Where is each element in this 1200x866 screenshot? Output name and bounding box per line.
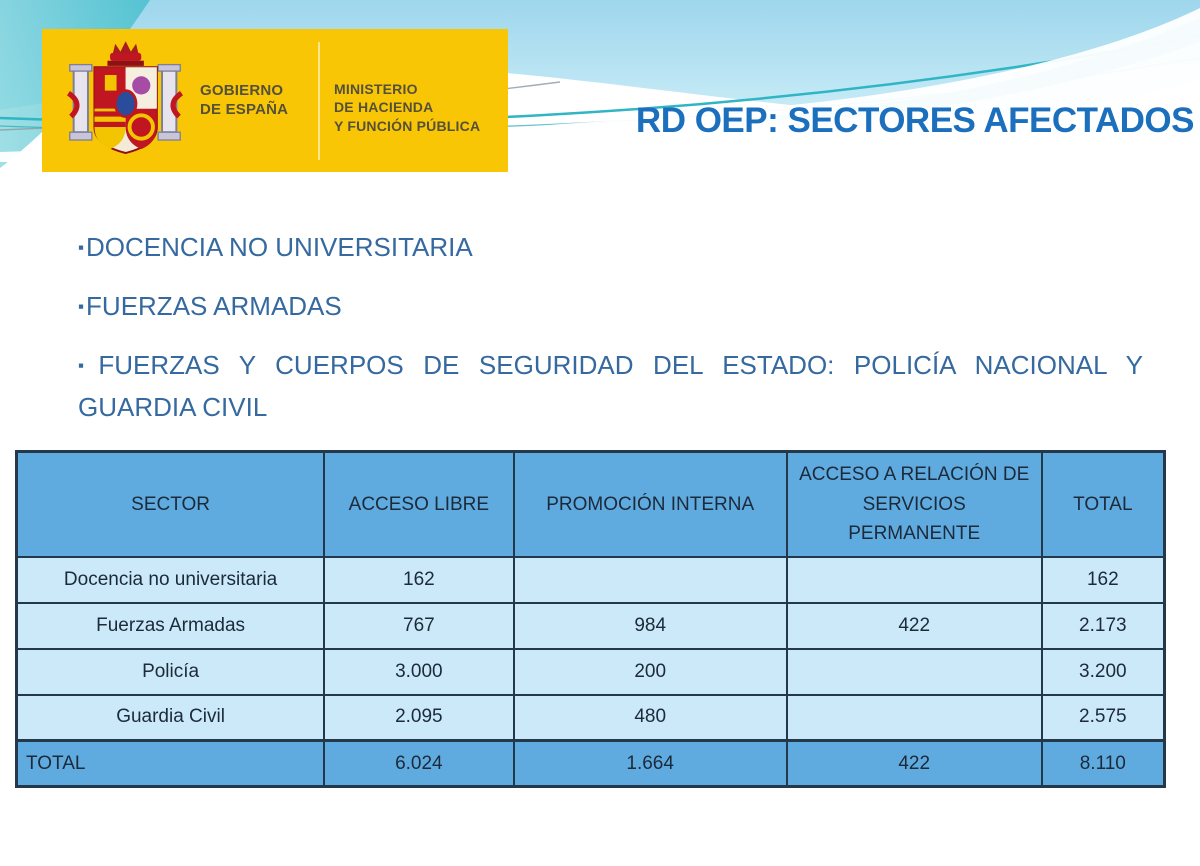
cell-promocion-interna [514,557,787,603]
bullet-square-icon: ▪ [78,238,85,257]
sectors-table [15,450,1166,788]
logo-ministry-line2: DE HACIENDA [334,99,434,116]
bullet-item-docencia [78,226,1143,268]
table-row [17,557,1165,603]
table-row [17,603,1165,649]
cell-total: 3.200 [1042,649,1165,695]
cell-total: 2.575 [1042,695,1165,741]
header-sector: SECTOR [17,452,325,557]
bullet-label: FUERZAS ARMADAS [86,291,342,322]
header-promocion-interna: PROMOCIÓN INTERNA [514,452,787,557]
cell-acceso-relacion [787,649,1042,695]
table-total-row [17,741,1165,787]
bullet-square-icon: ▪ [78,297,85,317]
bullet-list [78,226,1143,445]
cell-acceso-relacion [787,557,1042,603]
logo-government-line1: GOBIERNO [200,81,284,99]
cell-promocion-interna: 480 [514,695,787,741]
logo-government-name [200,82,308,120]
cell-total-acceso-relacion: 422 [787,741,1042,787]
logo-ministry-line3: Y FUNCIÓN PÚBLICA [334,117,481,134]
header-acceso-relacion: ACCESO A RELACIÓN DE SERVICIOS PERMANENTE [787,452,1042,557]
logo-ministry-line1: MINISTERIO [334,81,418,98]
table-header-row [17,452,1165,557]
bullet-square-icon: ▪ [78,356,97,376]
cell-acceso-relacion: 422 [787,603,1042,649]
cell-acceso-libre: 162 [324,557,513,603]
cell-promocion-interna: 984 [514,603,787,649]
logo-ministry-name [334,66,480,135]
header-acceso-libre: ACCESO LIBRE [324,452,513,557]
spain-coat-of-arms-icon [50,36,200,166]
cell-total: 2.173 [1042,603,1165,649]
logo-government-line2: DE ESPAÑA [200,100,289,118]
bullet-item-fuerzas-armadas [78,285,1143,327]
page-title: RD OEP: SECTORES AFECTADOS [635,101,1194,140]
cell-total-total: 8.110 [1042,741,1165,787]
cell-total-promocion-interna: 1.664 [514,741,787,787]
table-row [17,649,1165,695]
cell-total: 162 [1042,557,1165,603]
cell-sector: Docencia no universitaria [17,557,325,603]
bullet-item-seguridad [78,344,1143,428]
header-total: TOTAL [1042,452,1165,557]
cell-acceso-libre: 767 [324,603,513,649]
cell-promocion-interna: 200 [514,649,787,695]
cell-total-acceso-libre: 6.024 [324,741,513,787]
cell-sector: Guardia Civil [17,695,325,741]
cell-sector: Fuerzas Armadas [17,603,325,649]
logo-divider [318,42,320,160]
cell-total-label: TOTAL [17,741,325,787]
table-row [17,695,1165,741]
bullet-label: DOCENCIA NO UNIVERSITARIA [86,232,473,262]
bullet-label: FUERZAS Y CUERPOS DE SEGURIDAD DEL ESTADO: POLICÍA NACIONAL Y GUARDIA CIVIL [78,350,1143,423]
cell-acceso-libre: 2.095 [324,695,513,741]
government-logo [42,29,508,172]
cell-acceso-libre: 3.000 [324,649,513,695]
cell-sector: Policía [17,649,325,695]
cell-acceso-relacion [787,695,1042,741]
